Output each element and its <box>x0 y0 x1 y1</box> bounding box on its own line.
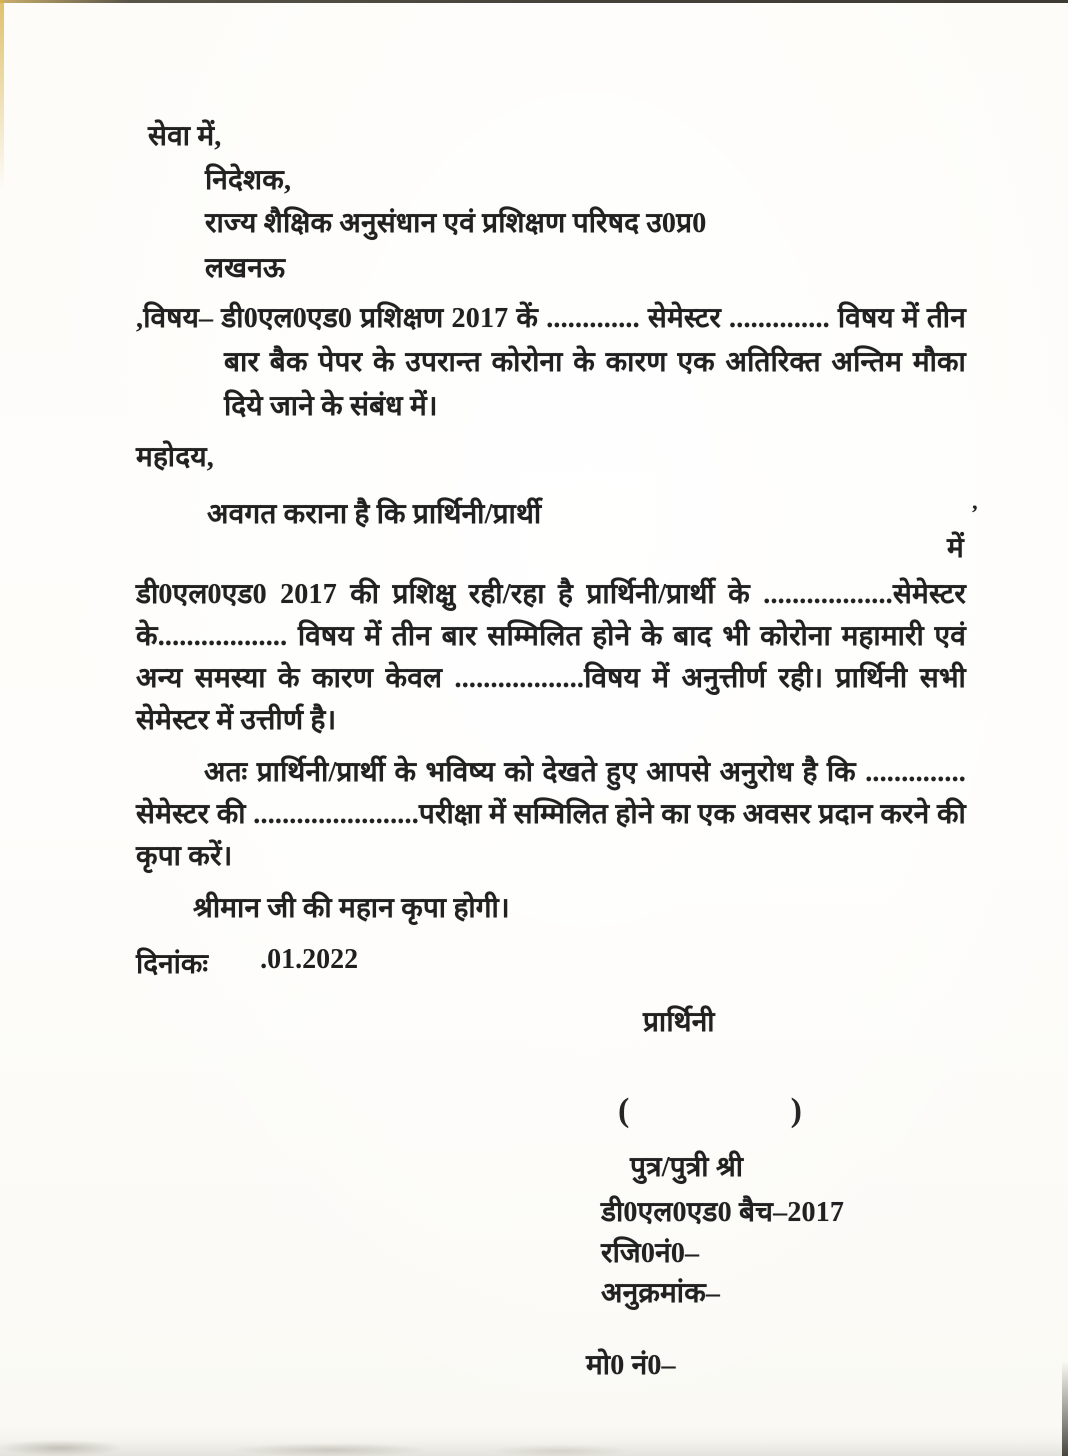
subject-line-2: बार बैक पेपर के उपरान्त कोरोना के कारण एक अतिरिक्त अन्तिम मौका <box>224 347 966 378</box>
signature-regno-line: रजि0नं0– <box>601 1238 700 1269</box>
scan-top-edge <box>0 0 1068 3</box>
signature-name-parens <box>618 1092 802 1130</box>
para2-line-3: कृपा करें। <box>136 841 233 872</box>
scan-bottom-edge <box>0 1426 1068 1456</box>
closing-line: श्रीमान जी की महान कृपा होगी। <box>193 893 510 924</box>
recipient-city: लखनऊ <box>205 253 286 284</box>
subject-line-3: दिये जाने के संबंध में। <box>224 391 438 422</box>
para2-line-1: अतः प्रार्थिनी/प्रार्थी के भविष्य को देखते हुए आपसे अनुरोध है कि .............. <box>204 757 966 788</box>
signature-rollno-line: अनुक्रमांक– <box>601 1278 721 1309</box>
recipient-organisation: राज्य शैक्षिक अनुसंधान एवं प्रशिक्षण परिषद उ0प्र0 <box>205 208 707 239</box>
paren-open: ( <box>618 1092 630 1129</box>
para1-line-2: के.................. विषय में तीन बार सम्मिलित होने के बाद भी कोरोना महामारी एवं <box>136 621 966 652</box>
para1-line-3: अन्य समस्या के कारण केवल ..................विषय में अनुत्तीर्ण रही। प्रार्थिनी सभी <box>136 663 966 694</box>
date-value: .01.2022 <box>260 944 359 975</box>
date-label: दिनांकः <box>136 949 209 980</box>
signature-mobile-line: मो0 नं0– <box>586 1350 676 1381</box>
stray-word: में <box>947 533 964 564</box>
scan-left-edge <box>0 0 4 190</box>
signature-parent-line: पुत्र/पुत्री श्री <box>630 1152 744 1183</box>
recipient-designation: निदेशक, <box>205 165 292 196</box>
signatory-title: प्रार्थिनी <box>643 1007 715 1038</box>
para1-line-4: सेमेस्टर में उत्तीर्ण है। <box>136 705 337 736</box>
stray-mark: ’ <box>971 500 979 525</box>
paren-close: ) <box>790 1092 802 1129</box>
para2-line-2: सेमेस्टर की .......................परीक्षा में सम्मिलित होने का एक अवसर प्रदान करने की <box>136 799 966 830</box>
para1-line-1: डी0एल0एड0 2017 की प्रशिक्षु रही/रहा है प्रार्थिनी/प्रार्थी के ..................सेमेस्टर <box>136 579 966 610</box>
body-intro: अवगत कराना है कि प्रार्थिनी/प्रार्थी <box>207 499 542 530</box>
subject-line-1: ,विषय– डी0एल0एड0 प्रशिक्षण 2017 कें ............. सेमेस्टर .............. विषय में तीन <box>136 303 966 334</box>
salutation: सेवा में, <box>148 121 222 152</box>
scan-right-edge <box>1062 1361 1068 1456</box>
date-row <box>136 944 358 982</box>
greeting: महोदय, <box>136 442 214 473</box>
signature-batch-line: डी0एल0एड0 बैच–2017 <box>601 1197 845 1228</box>
